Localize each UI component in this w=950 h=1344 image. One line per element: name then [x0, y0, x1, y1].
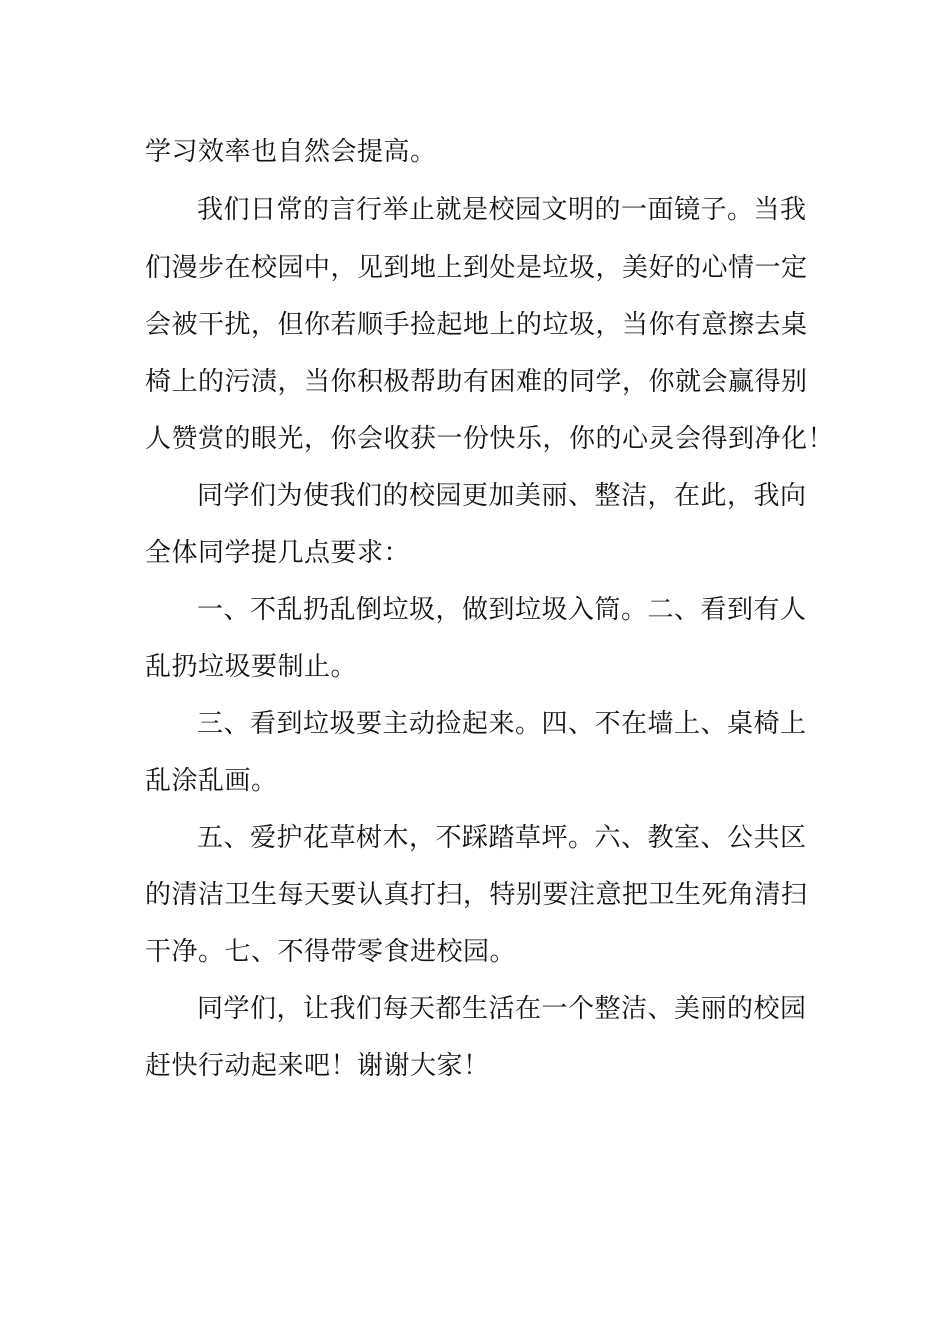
text-line: 同学们为使我们的校园更加美丽、整洁，在此，我向 — [197, 481, 807, 511]
text-line: 的清洁卫生每天要认真打扫，特别要注意把卫生死角清扫 — [145, 880, 808, 910]
text-line: 赶快行动起来吧！谢谢大家！ — [145, 1051, 490, 1081]
text-line: 乱涂乱画。 — [145, 766, 278, 796]
text-line: 同学们，让我们每天都生活在一个整洁、美丽的校园 — [197, 994, 807, 1024]
text-line: 全体同学提几点要求： — [145, 538, 411, 568]
text-line: 五、爱护花草树木，不踩踏草坪。六、教室、公共区 — [197, 823, 807, 853]
text-line: 乱扔垃圾要制止。 — [145, 652, 358, 682]
text-line: 干净。七、不得带零食进校园。 — [145, 937, 517, 967]
text-line: 三、看到垃圾要主动捡起来。四、不在墙上、桌椅上 — [197, 709, 807, 739]
text-line: 们漫步在校园中，见到地上到处是垃圾，美好的心情一定 — [145, 253, 808, 283]
text-line: 一、不乱扔乱倒垃圾，做到垃圾入筒。二、看到有人 — [197, 595, 807, 625]
text-line: 我们日常的言行举止就是校园文明的一面镜子。当我 — [197, 195, 807, 225]
text-line: 人赞赏的眼光，你会收获一份快乐，你的心灵会得到净化！ — [145, 424, 835, 454]
text-line: 椅上的污渍，当你积极帮助有困难的同学，你就会赢得别 — [145, 367, 808, 397]
text-line: 会被干扰，但你若顺手捡起地上的垃圾，当你有意擦去桌 — [145, 310, 808, 340]
text-line: 学习效率也自然会提高。 — [145, 137, 437, 167]
